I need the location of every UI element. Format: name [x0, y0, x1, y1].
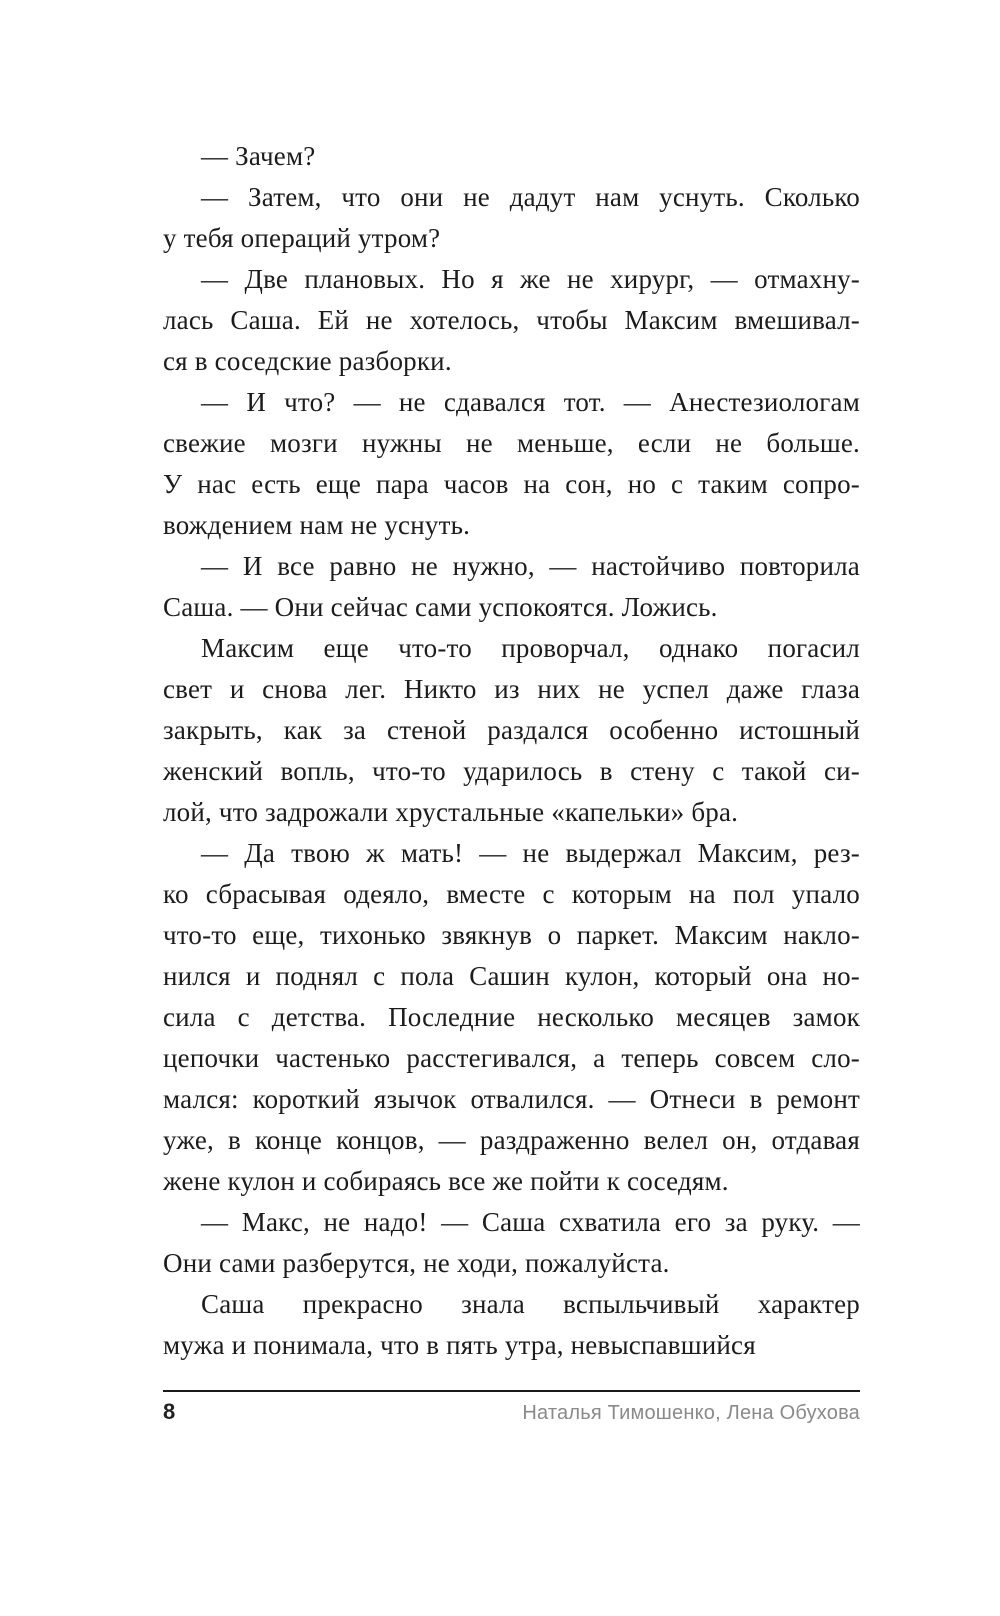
text-line: у тебя операций утром?	[163, 223, 441, 253]
text-line: сила с детства. Последние несколько месяцев замок	[163, 1002, 860, 1032]
footer-row	[163, 1399, 860, 1425]
text-line: — Две плановых. Но я же не хирург, — отмахну-	[201, 264, 860, 294]
text-line: Они сами разберутся, не ходи, пожалуйста.	[163, 1248, 670, 1278]
paragraph	[163, 1202, 860, 1284]
paragraph	[163, 382, 860, 546]
paragraph	[163, 259, 860, 382]
text-line: Максим еще что-то проворчал, однако погасил	[201, 633, 860, 663]
text-line: что-то еще, тихонько звякнув о паркет. Максим накло-	[163, 920, 860, 950]
paragraph	[163, 136, 860, 177]
text-line: ко сбрасывая одеяло, вместе с которым на пол упало	[163, 879, 860, 909]
page-number: 8	[163, 1399, 176, 1424]
paragraph	[163, 1284, 860, 1366]
text-line: мужа и понимала, что в пять утра, невыспавшийся	[163, 1330, 756, 1360]
text-line: лой, что задрожали хрустальные «капельки» бра.	[163, 797, 739, 827]
paragraph	[163, 628, 860, 833]
text-line: ся в соседские разборки.	[163, 346, 452, 376]
paragraph	[163, 546, 860, 628]
footer-authors: Наталья Тимошенко, Лена Обухова	[522, 1402, 860, 1424]
text-line: — И все равно не нужно, — настойчиво повторила	[201, 551, 860, 581]
footer-rule	[163, 1390, 860, 1392]
text-line: — И что? — не сдавался тот. — Анестезиологам	[201, 387, 860, 417]
text-line: Саша прекрасно знала вспыльчивый характер	[201, 1289, 860, 1319]
paragraph	[163, 177, 860, 259]
text-line: У нас есть еще пара часов на сон, но с таким сопро-	[163, 469, 860, 499]
text-line: — Затем, что они не дадут нам уснуть. Сколько	[201, 182, 860, 212]
text-line: цепочки частенько расстегивался, а теперь совсем сло-	[163, 1043, 860, 1073]
text-line: мался: короткий язычок отвалился. — Отнеси в ремонт	[163, 1084, 860, 1114]
text-block	[163, 136, 860, 1366]
text-line: женский вопль, что-то ударилось в стену с такой си-	[163, 756, 860, 786]
text-line: уже, в конце концов, — раздраженно велел он, отдавая	[163, 1125, 860, 1155]
text-line: вождением нам не уснуть.	[163, 510, 471, 540]
text-line: — Макс, не надо! — Саша схватила его за руку. —	[201, 1207, 860, 1237]
text-line: лась Саша. Ей не хотелось, чтобы Максим вмешивал-	[163, 305, 860, 335]
text-line: закрыть, как за стеной раздался особенно истошный	[163, 715, 860, 745]
page-footer	[163, 1390, 860, 1425]
text-line: — Зачем?	[201, 141, 316, 171]
paragraph	[163, 833, 860, 1202]
text-line: нился и поднял с пола Сашин кулон, который она но-	[163, 961, 860, 991]
text-line: Саша. — Они сейчас сами успокоятся. Ложись.	[163, 592, 718, 622]
text-line: свежие мозги нужны не меньше, если не больше.	[163, 428, 860, 458]
text-line: — Да твою ж мать! — не выдержал Максим, рез-	[201, 838, 860, 868]
text-line: жене кулон и собираясь все же пойти к соседям.	[163, 1166, 729, 1196]
text-line: свет и снова лег. Никто из них не успел даже глаза	[163, 674, 860, 704]
